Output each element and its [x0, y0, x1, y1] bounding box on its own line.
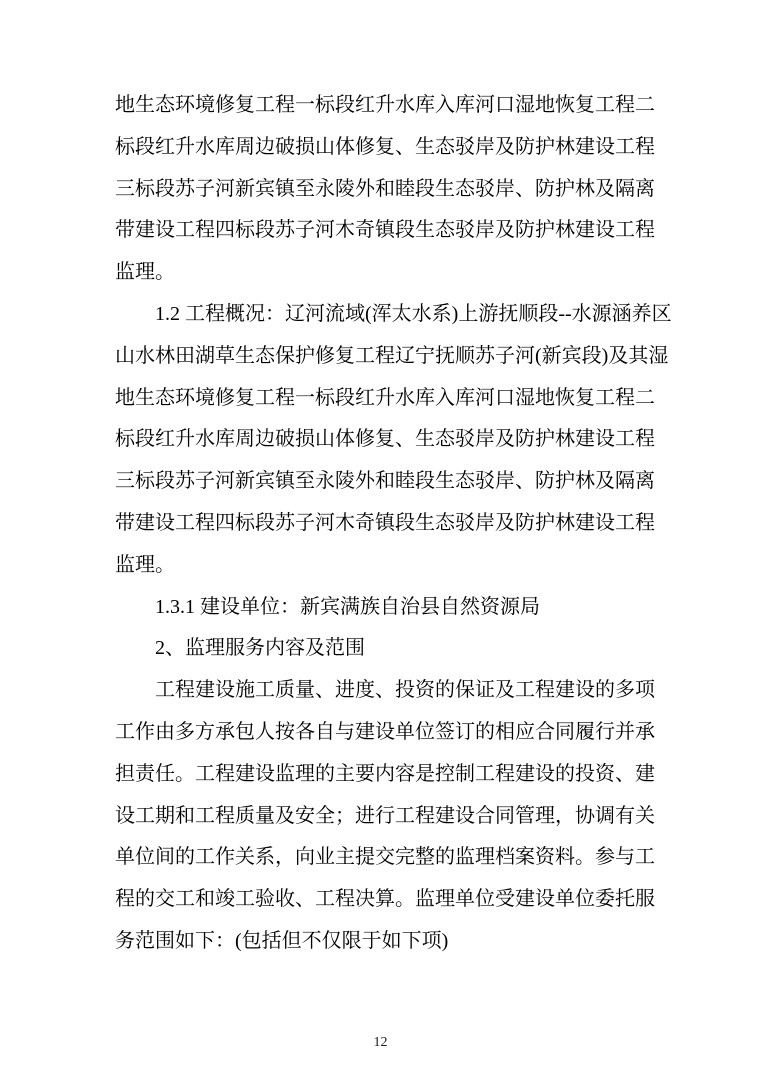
text-block — [115, 85, 672, 963]
text-line: 带建设工程四标段苏子河木奇镇段生态驳岸及防护林建设工程 — [115, 219, 655, 242]
text-line: 1.2 工程概况：辽河流域(浑太水系)上游抚顺段--水源涵养区 — [155, 302, 672, 325]
text-line: 带建设工程四标段苏子河木奇镇段生态驳岸及防护林建设工程 — [115, 511, 655, 534]
text-line: 标段红升水库周边破损山体修复、生态驳岸及防护林建设工程 — [115, 428, 655, 451]
page-footer — [0, 1033, 761, 1053]
text-line: 设工期和工程质量及安全；进行工程建设合同管理，协调有关 — [115, 804, 655, 827]
text-line: 程的交工和竣工验收、工程决算。监理单位受建设单位委托服 — [115, 888, 655, 911]
text-line: 监理。 — [115, 261, 175, 284]
text-line: 工作由多方承包人按各自与建设单位签订的相应合同履行并承 — [115, 720, 655, 743]
text-line: 三标段苏子河新宾镇至永陵外和睦段生态驳岸、防护林及隔离 — [115, 177, 655, 200]
text-line: 监理。 — [115, 553, 175, 576]
text-line: 单位间的工作关系，向业主提交完整的监理档案资料。参与工 — [115, 846, 655, 869]
text-line: 地生态环境修复工程一标段红升水库入库河口湿地恢复工程二 — [115, 94, 655, 116]
text-line: 地生态环境修复工程一标段红升水库入库河口湿地恢复工程二 — [115, 386, 655, 409]
page-number: 12 — [373, 1035, 388, 1050]
text-line: 务范围如下：(包括但不仅限于如下项) — [115, 929, 449, 952]
text-line: 工程建设施工质量、进度、投资的保证及工程建设的多项 — [155, 679, 655, 702]
text-line: 1.3.1 建设单位：新宾满族自治县自然资源局 — [155, 595, 540, 618]
text-line: 三标段苏子河新宾镇至永陵外和睦段生态驳岸、防护林及隔离 — [115, 470, 655, 493]
text-line: 标段红升水库周边破损山体修复、生态驳岸及防护林建设工程 — [115, 135, 655, 158]
text-line: 担责任。工程建设监理的主要内容是控制工程建设的投资、建 — [115, 762, 655, 785]
text-line: 山水林田湖草生态保护修复工程辽宁抚顺苏子河(新宾段)及其湿 — [115, 344, 669, 367]
text-line: 2、监理服务内容及范围 — [155, 637, 365, 660]
